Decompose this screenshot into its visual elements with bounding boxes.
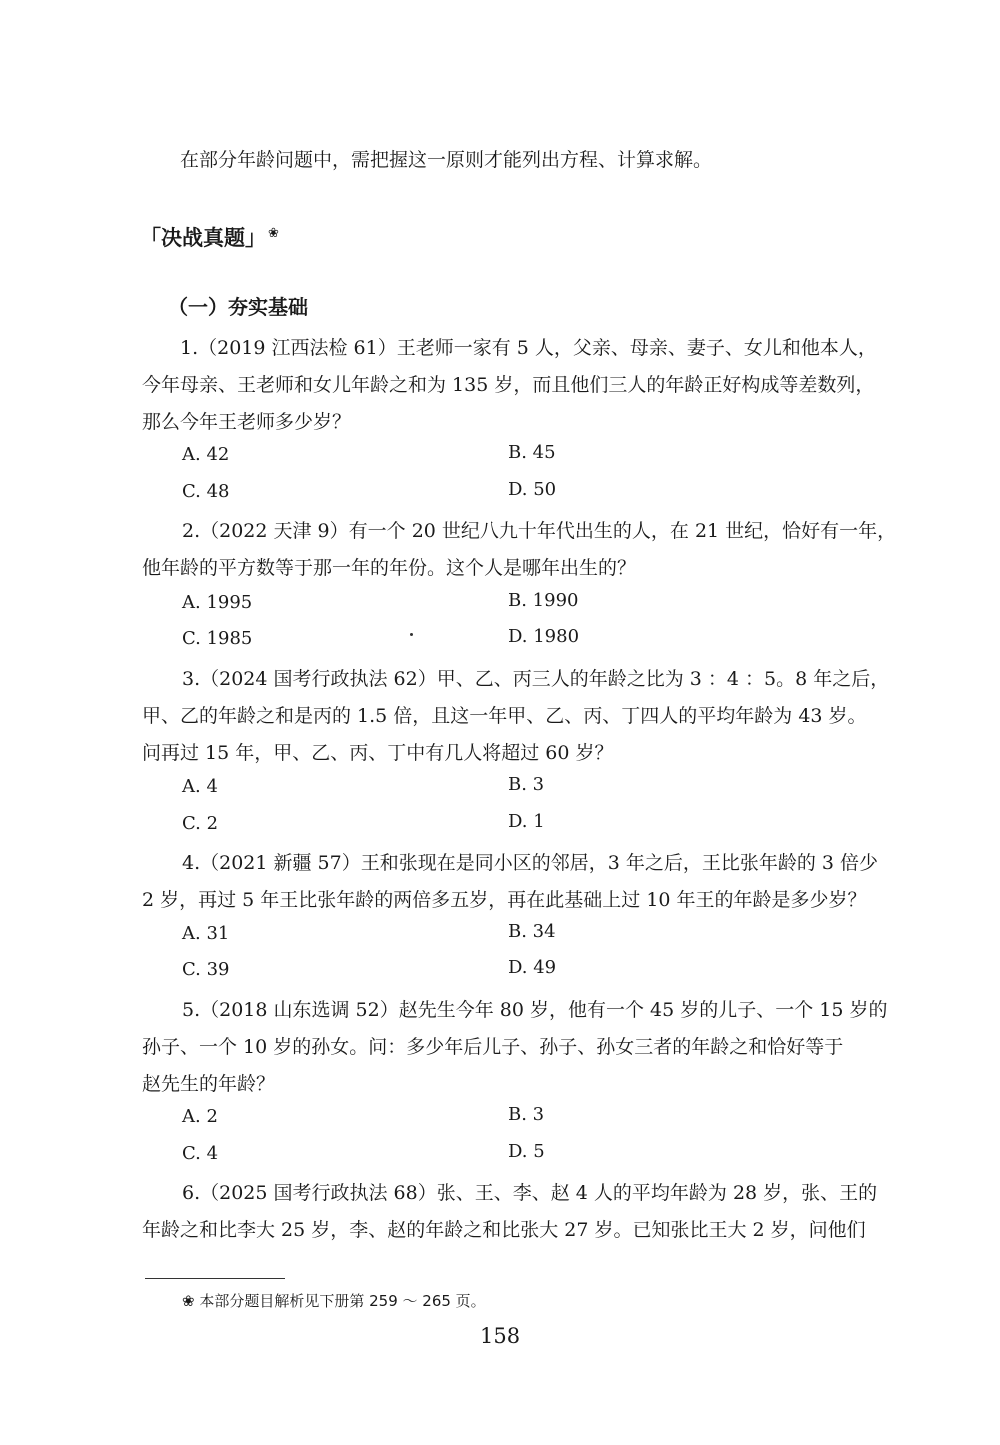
question-1-line-3: 那么今年王老师多少岁？: [142, 411, 352, 433]
question-2-line-2: 他年龄的平方数等于那一年的年份。这个人是哪年出生的？: [142, 557, 637, 579]
question-2-line-1: 2.（2022 天津 9）有一个 20 世纪八九十年代出生的人，在 21 世纪，恰好有一年，: [182, 520, 897, 542]
question-4-option-b: B. 34: [508, 921, 556, 942]
intro-text: 在部分年龄问题中，需把握这一原则才能列出方程、计算求解。: [180, 149, 713, 171]
question-3-option-a: A. 4: [182, 776, 218, 797]
question-3-line-3: 问再过 15 年，甲、乙、丙、丁中有几人将超过 60 岁？: [142, 742, 614, 764]
page-number: 158: [480, 1324, 521, 1348]
section-title: [140, 222, 279, 252]
question-4-option-c: C. 39: [182, 959, 230, 980]
section-bracket-open: 「: [140, 226, 161, 250]
question-2-option-b: B. 1990: [508, 590, 579, 611]
question-4-line-2: 2 岁，再过 5 年王比张年龄的两倍多五岁，再在此基础上过 10 年王的年龄是多少岁？: [142, 889, 867, 911]
question-2-option-c: C. 1985: [182, 628, 253, 649]
question-5-line-3: 赵先生的年龄？: [142, 1073, 276, 1095]
question-4-line-1: 4.（2021 新疆 57）王和张现在是同小区的邻居，3 年之后，王比张年龄的 3 倍少: [182, 852, 879, 874]
question-6-line-2: 年龄之和比李大 25 岁，李、赵的年龄之和比张大 27 岁。已知张比王大 2 岁，问他们: [142, 1219, 866, 1241]
flower-icon: ❀: [268, 226, 279, 241]
question-1-line-2: 今年母亲、王老师和女儿年龄之和为 135 岁，而且他们三人的年龄正好构成等差数列，: [142, 374, 875, 396]
question-6-line-1: 6.（2025 国考行政执法 68）张、王、李、赵 4 人的平均年龄为 28 岁，张、王的: [182, 1182, 878, 1204]
question-3-line-2: 甲、乙的年龄之和是丙的 1.5 倍，且这一年甲、乙、丙、丁四人的平均年龄为 43 岁。: [142, 705, 867, 727]
scan-speck: [410, 633, 413, 636]
question-5-option-d: D. 5: [508, 1141, 545, 1162]
question-1-option-d: D. 50: [508, 479, 557, 500]
question-5-option-c: C. 4: [182, 1143, 219, 1164]
footnote-divider: [145, 1278, 285, 1279]
question-4-option-a: A. 31: [182, 923, 230, 944]
question-5-line-1: 5.（2018 山东选调 52）赵先生今年 80 岁，他有一个 45 岁的儿子、一个 15 岁的: [182, 999, 888, 1021]
footnote: ❀ 本部分题目解析见下册第 259 ～ 265 页。: [182, 1292, 486, 1310]
question-3-line-1: 3.（2024 国考行政执法 62）甲、乙、丙三人的年龄之比为 3 ：4 ：5。8 年之后，: [182, 668, 890, 690]
question-3-option-c: C. 2: [182, 813, 219, 834]
section-title-text: 决战真题: [161, 226, 245, 250]
section-bracket-close: 」: [245, 226, 266, 250]
question-1-option-c: C. 48: [182, 481, 230, 502]
question-3-option-b: B. 3: [508, 774, 545, 795]
question-5-line-2: 孙子、一个 10 岁的孙女。问：多少年后儿子、孙子、孙女三者的年龄之和恰好等于: [142, 1036, 844, 1058]
question-5-option-a: A. 2: [182, 1106, 218, 1127]
question-1-option-b: B. 45: [508, 442, 556, 463]
subsection-title: （一）夯实基础: [168, 295, 308, 319]
question-5-option-b: B. 3: [508, 1104, 545, 1125]
question-2-option-d: D. 1980: [508, 626, 580, 647]
question-3-option-d: D. 1: [508, 811, 545, 832]
question-1-line-1: 1.（2019 江西法检 61）王老师一家有 5 人，父亲、母亲、妻子、女儿和他本人，: [180, 337, 877, 359]
question-1-option-a: A. 42: [182, 444, 230, 465]
question-4-option-d: D. 49: [508, 957, 557, 978]
question-2-option-a: A. 1995: [182, 592, 253, 613]
